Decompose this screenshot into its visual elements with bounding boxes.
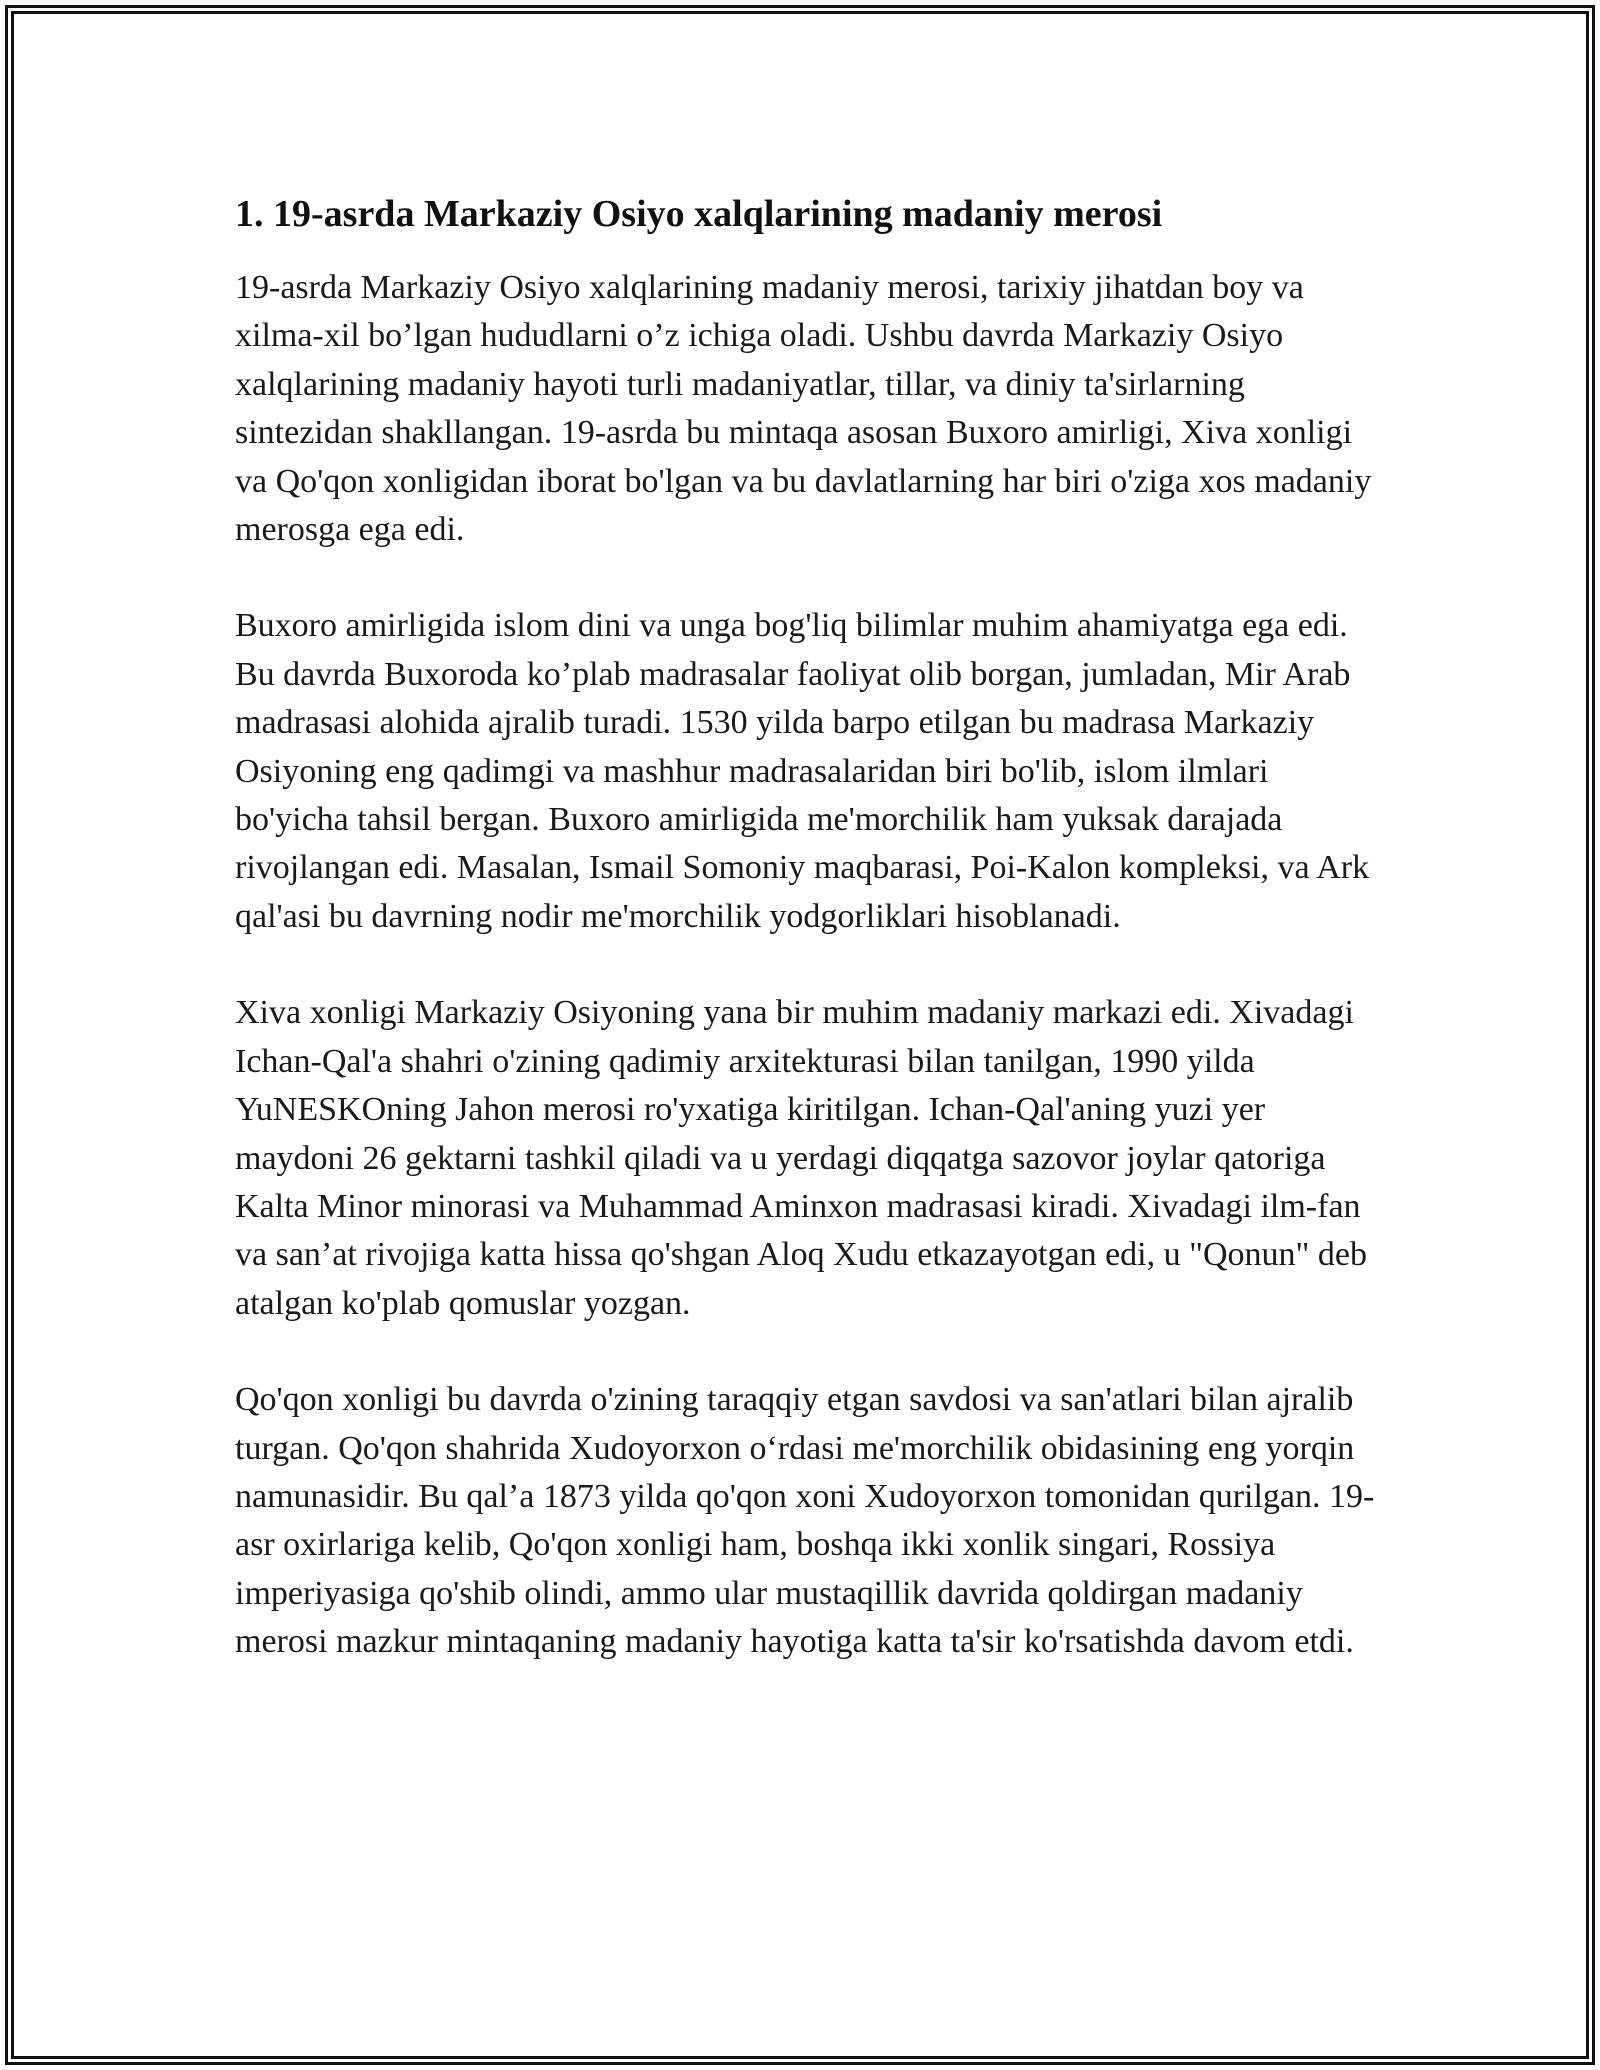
paragraph-kokand: Qo'qon xonligi bu davrda o'zining taraqqiy etgan savdosi va san'atlari bilan ajralib turgan. Qo'qon shahrida Xudoyorxon o‘rdasi me'morchilik obidasining eng yorqin namunasidir. Bu qal’a 1873 yilda qo'qon xoni Xudoyorxon tomonidan qurilgan. 19-asr oxirlariga kelib, Qo'qon xonligi ham, boshqa ikki xonlik singari, Rossiya imperiyasiga qo'shib olindi, ammo ular mustaqillik davrida qoldirgan madaniy merosi mazkur mintaqaning madaniy hayotiga katta ta'sir ko'rsatishda davom etdi. <box>235 1381 1375 1661</box>
paragraph-bukhara: Buxoro amirligida islom dini va unga bog'liq bilimlar muhim ahamiyatga ega edi. Bu davrda Buxoroda ko’plab madrasalar faoliyat olib borgan, jumladan, Mir Arab madrasasi alohida ajralib turadi. 1530 yilda barpo etilgan bu madrasa Markaziy Osiyoning eng qadimgi va mashhur madrasalaridan biri bo'lib, islom ilmlari bo'yicha tahsil bergan. Buxoro amirligida me'morchilik ham yuksak darajada rivojlangan edi. Masalan, Ismail Somoniy maqbarasi, Poi-Kalon kompleksi, va Ark qal'asi bu davrning nodir me'morchilik yodgorliklari hisoblanadi. <box>235 607 1370 935</box>
paragraph-khiva: Xiva xonligi Markaziy Osiyoning yana bir muhim madaniy markazi edi. Xivadagi Ichan-Qal'a shahri o'zining qadimiy arxitekturasi bilan tanilgan, 1990 yilda YuNESKOning Jahon merosi ro'yxatiga kiritilgan. Ichan-Qal'aning yuzi yer maydoni 26 gektarni tashkil qiladi va u yerdagi diqqatga sazovor joylar qatoriga Kalta Minor minorasi va Muhammad Aminxon madrasasi kiradi. Xivadagi ilm-fan va san’at rivojiga katta hissa qo'shgan Aloq Xudu etkazayotgan edi, u "Qonun" deb atalgan ko'plab qomuslar yozgan. <box>235 994 1368 1322</box>
document-body <box>235 186 1375 1667</box>
paragraph-intro: 19-asrda Markaziy Osiyo xalqlarining madaniy merosi, tarixiy jihatdan boy va xilma-xil bo’lgan hududlarni o’z ichiga oladi. Ushbu davrda Markaziy Osiyo xalqlarining madaniy hayoti turli madaniyatlar, tillar, va diniy ta'sirlarning sintezidan shakllangan. 19-asrda bu mintaqa asosan Buxoro amirligi, Xiva xonligi va Qo'qon xonligidan iborat bo'lgan va bu davlatlarning har biri o'ziga xos madaniy merosga ega edi. <box>235 269 1372 549</box>
section-title: 1. 19-asrda Markaziy Osiyo xalqlarining madaniy merosi <box>235 193 1163 235</box>
